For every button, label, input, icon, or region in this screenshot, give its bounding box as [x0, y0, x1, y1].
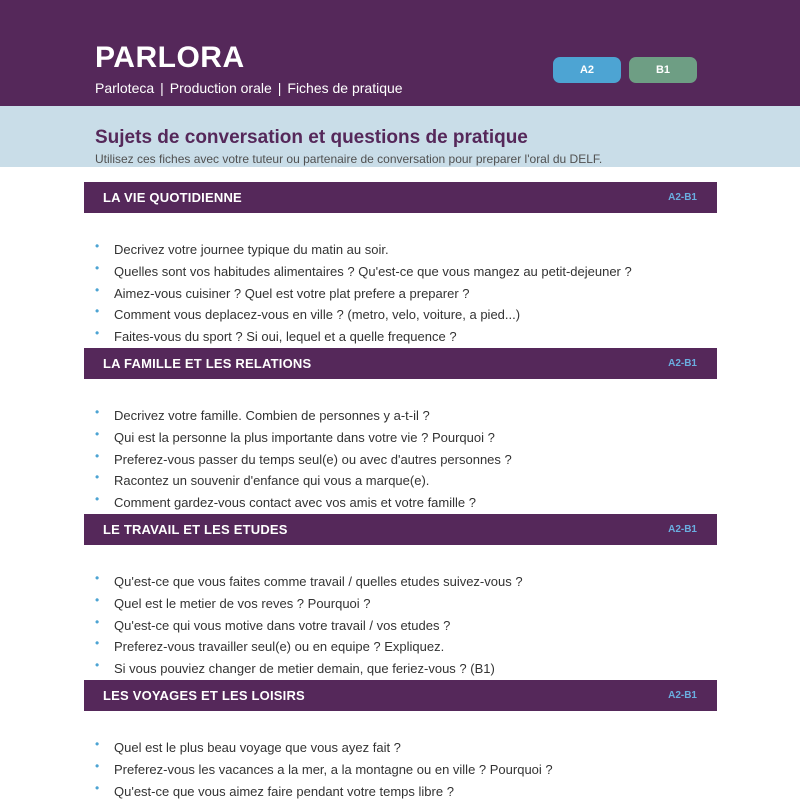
question-text: Decrivez votre journee typique du matin au soir.	[114, 242, 389, 257]
breadcrumb-item-parloteca[interactable]: Parloteca	[95, 80, 155, 96]
question-item	[84, 304, 717, 326]
level-a2-button[interactable]: A2	[553, 57, 621, 83]
breadcrumb	[95, 79, 403, 97]
section-vie-quotidienne	[84, 182, 717, 348]
question-text: Aimez-vous cuisiner ? Quel est votre plat prefere a preparer ?	[114, 285, 470, 301]
header-bar	[0, 0, 800, 106]
question-item	[84, 593, 717, 615]
question-item	[84, 759, 717, 781]
section-title: LA FAMILLE ET LES RELATIONS	[103, 356, 312, 371]
breadcrumb-separator: |	[277, 80, 282, 96]
question-text: Quel est le plus beau voyage que vous ayez fait ?	[114, 740, 401, 755]
bullet-icon: •	[95, 758, 100, 773]
section-header	[84, 348, 717, 379]
question-text: Decrivez votre famille. Combien de personnes y a-t-il ?	[114, 408, 430, 423]
question-item	[84, 449, 717, 471]
bullet-icon: •	[95, 260, 100, 275]
question-list	[84, 405, 717, 514]
question-text: Faites-vous du sport ? Si oui, lequel et a quelle frequence ?	[114, 329, 457, 345]
question-item	[84, 571, 717, 593]
bullet-icon: •	[95, 470, 100, 485]
question-list	[84, 571, 717, 680]
bullet-icon: •	[95, 239, 100, 253]
question-text: Qu'est-ce que vous aimez faire pendant votre temps libre ?	[114, 783, 454, 799]
question-text: Si vous pouviez changer de metier demain, que feriez-vous ? (B1)	[114, 661, 495, 677]
question-item	[84, 283, 717, 305]
section-title: LE TRAVAIL ET LES ETUDES	[103, 522, 288, 537]
question-item	[84, 326, 717, 348]
question-text: Preferez-vous passer du temps seul(e) ou avec d'autres personnes ?	[114, 451, 512, 467]
bullet-icon: •	[95, 571, 100, 585]
question-item	[84, 636, 717, 658]
question-text: Preferez-vous travailler seul(e) ou en equipe ? Expliquez.	[114, 639, 445, 655]
question-item	[84, 239, 717, 261]
page-title: Sujets de conversation et questions de pratique	[95, 127, 528, 148]
level-b1-button[interactable]: B1	[629, 57, 697, 83]
section-title: LES VOYAGES ET LES LOISIRS	[103, 688, 305, 703]
section-famille-relations	[84, 348, 717, 514]
question-list	[84, 737, 717, 802]
question-item	[84, 737, 717, 759]
section-header	[84, 514, 717, 545]
bullet-icon: •	[95, 636, 100, 651]
question-text: Comment gardez-vous contact avec vos amis et votre famille ?	[114, 495, 476, 511]
section-level-badge: A2-B1	[668, 192, 697, 203]
bullet-icon: •	[95, 780, 100, 795]
section-travail-etudes	[84, 514, 717, 680]
question-item	[84, 781, 717, 802]
bullet-icon: •	[95, 737, 100, 751]
question-item	[84, 615, 717, 637]
section-voyages-loisirs	[84, 680, 717, 802]
question-text: Qu'est-ce que vous faites comme travail / quelles etudes suivez-vous ?	[114, 574, 523, 589]
bullet-icon: •	[95, 304, 100, 319]
bullet-icon: •	[95, 405, 100, 419]
section-header	[84, 182, 717, 213]
section-level-badge: A2-B1	[668, 524, 697, 535]
question-item	[84, 492, 717, 514]
section-title: LA VIE QUOTIDIENNE	[103, 190, 242, 205]
question-item	[84, 470, 717, 492]
bullet-icon: •	[95, 448, 100, 463]
question-text: Preferez-vous les vacances a la mer, a la montagne ou en ville ? Pourquoi ?	[114, 761, 553, 777]
section-header	[84, 680, 717, 711]
page-description: Utilisez ces fiches avec votre tuteur ou partenaire de conversation pour preparer l'oral du DELF.	[95, 152, 603, 166]
question-text: Racontez un souvenir d'enfance qui vous a marque(e).	[114, 473, 430, 489]
bullet-icon: •	[95, 326, 100, 341]
question-text: Quelles sont vos habitudes alimentaires ? Qu'est-ce que vous mangez au petit-dejeuner ?	[114, 263, 632, 279]
intro-band	[0, 106, 800, 167]
breadcrumb-separator: |	[160, 80, 164, 96]
breadcrumb-item-production-orale[interactable]: Production orale	[169, 80, 272, 96]
section-level-badge: A2-B1	[668, 358, 697, 369]
section-level-badge: A2-B1	[668, 690, 697, 701]
question-text: Qui est la personne la plus importante dans votre vie ? Pourquoi ?	[114, 429, 495, 445]
question-item	[84, 405, 717, 427]
question-item	[84, 658, 717, 680]
question-item	[84, 261, 717, 283]
breadcrumb-item-fiches[interactable]: Fiches de pratique	[287, 80, 403, 96]
bullet-icon: •	[95, 614, 100, 629]
bullet-icon: •	[95, 658, 100, 673]
bullet-icon: •	[95, 492, 100, 507]
question-item	[84, 427, 717, 449]
bullet-icon: •	[95, 426, 100, 441]
question-text: Qu'est-ce qui vous motive dans votre travail / vos etudes ?	[114, 617, 451, 633]
question-text: Comment vous deplacez-vous en ville ? (metro, velo, voiture, a pied...)	[114, 307, 521, 323]
brand-logo-text: PARLORA	[95, 41, 245, 74]
bullet-icon: •	[95, 282, 100, 297]
question-text: Quel est le metier de vos reves ? Pourquoi ?	[114, 595, 371, 611]
question-list	[84, 239, 717, 348]
bullet-icon: •	[95, 592, 100, 607]
